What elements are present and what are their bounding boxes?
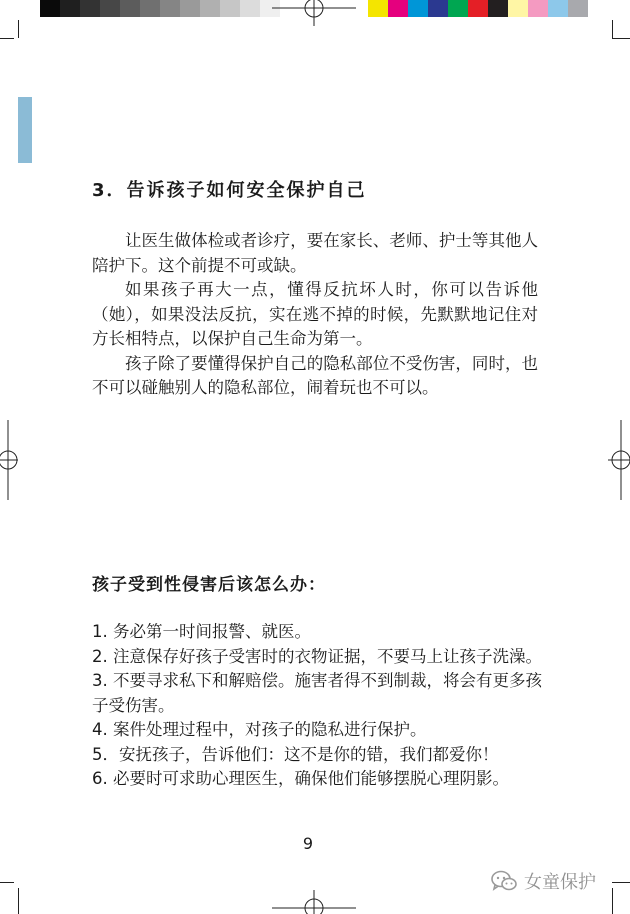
aftercare-list: [92, 620, 542, 792]
watermark-text: 女童保护: [524, 872, 596, 893]
list-item: 4. 案件处理过程中，对孩子的隐私进行保护。: [92, 720, 427, 739]
list-item: 2. 注意保存好孩子受害时的衣物证据，不要马上让孩子洗澡。: [92, 646, 542, 666]
wechat-icon: [490, 869, 518, 893]
registration-target-top: [272, 0, 356, 26]
registration-target-bottom: [272, 890, 356, 914]
section-body: [92, 229, 538, 401]
paragraph-resist: 如果孩子再大一点，懂得反抗坏人时，你可以告诉他（她），如果没法反抗，实在逃不掉的时候，先默默地记住对方长相特点，以保护自己生命为第一。: [92, 280, 538, 348]
watermark: [490, 868, 596, 894]
paragraph-privacy: 孩子除了要懂得保护自己的隐私部位不受伤害，同时，也不可以碰触别人的隐私部位，闹着玩也不可以。: [92, 353, 538, 397]
list-item: 5．安抚孩子，告诉他们：这不是你的错，我们都爱你！: [92, 744, 499, 764]
side-tab-marker: [18, 97, 32, 163]
section-heading: 3．告诉孩子如何安全保护自己: [92, 180, 367, 201]
page-number: 9: [302, 834, 314, 853]
registration-target-right: [608, 420, 630, 500]
registration-target-left: [0, 420, 18, 500]
list-item: 3. 不要寻求私下和解赔偿。施害者得不到制裁，将会有更多孩子受伤害。: [92, 671, 542, 715]
list-item: 1. 务必第一时间报警、就医。: [92, 622, 311, 641]
list-item: 6. 必要时可求助心理医生，确保他们能够摆脱心理阴影。: [92, 769, 509, 788]
paragraph-doctor-visit: 让医生做体检或者诊疗，要在家长、老师、护士等其他人陪护下。这个前提不可或缺。: [92, 231, 538, 275]
aftercare-heading: 孩子受到性侵害后该怎么办：: [92, 575, 326, 595]
